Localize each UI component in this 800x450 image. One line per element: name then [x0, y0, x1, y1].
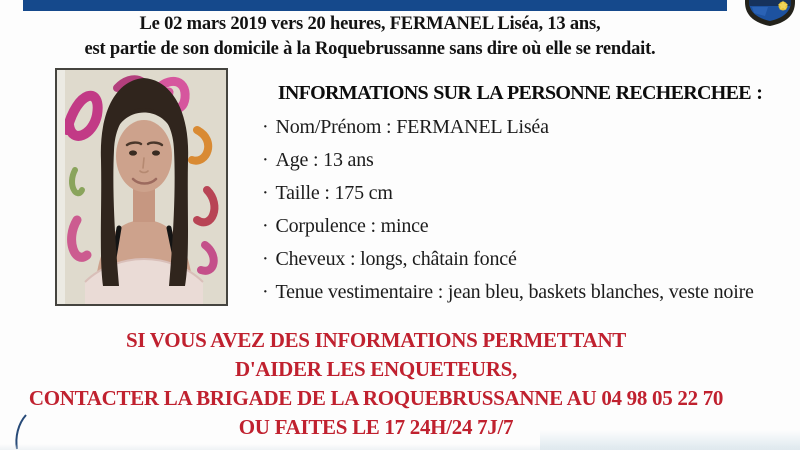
- info-item-age: [262, 148, 778, 172]
- missing-person-photo: [55, 68, 228, 306]
- header-text: [20, 12, 720, 62]
- info-heading: INFORMATIONS SUR LA PERSONNE RECHERCHEE :: [277, 82, 763, 104]
- info-item-text: Cheveux : longs, châtain foncé: [275, 248, 517, 270]
- portrait-illustration: [57, 70, 226, 304]
- alert-line-1: SI VOUS AVEZ DES INFORMATIONS PERMETTANT: [125, 328, 627, 352]
- info-item-text: Taille : 175 cm: [275, 182, 393, 204]
- bullet-dot: ·: [262, 116, 269, 138]
- bullet-dot: ·: [262, 281, 269, 303]
- header-line-2: est partie de son domicile à la Roquebrussanne sans dire où elle se rendait.: [84, 39, 656, 59]
- alert-line-3: CONTACTER LA BRIGADE DE LA ROQUEBRUSSANNE AU 04 98 05 22 70: [28, 386, 724, 410]
- bullet-dot: ·: [262, 182, 269, 204]
- bottom-edge-shading: [0, 444, 800, 450]
- bullet-dot: ·: [262, 248, 269, 270]
- info-item-text: Age : 13 ans: [275, 149, 374, 171]
- alert-text: [10, 326, 742, 442]
- info-item-hair: [262, 247, 778, 271]
- header-line-1: Le 02 mars 2019 vers 20 heures, FERMANEL Liséa, 13 ans,: [139, 14, 601, 34]
- bullet-dot: ·: [262, 215, 269, 237]
- info-item-height: [262, 181, 778, 205]
- info-item-name: [262, 115, 778, 139]
- top-navy-bar: [23, 0, 727, 11]
- alert-line-4: OU FAITES LE 17 24H/24 7J/7: [238, 415, 514, 439]
- info-item-text: Corpulence : mince: [275, 215, 429, 237]
- gendarmerie-shield-icon: [742, 0, 798, 28]
- info-item-clothing: [262, 280, 778, 304]
- info-item-text: Nom/Prénom : FERMANEL Liséa: [275, 116, 549, 138]
- info-item-build: [262, 214, 778, 238]
- info-section: [262, 82, 778, 313]
- bullet-dot: ·: [262, 149, 269, 171]
- alert-line-2: D'AIDER LES ENQUETEURS,: [235, 357, 517, 381]
- info-item-text: Tenue vestimentaire : jean bleu, baskets blanches, veste noire: [275, 281, 754, 303]
